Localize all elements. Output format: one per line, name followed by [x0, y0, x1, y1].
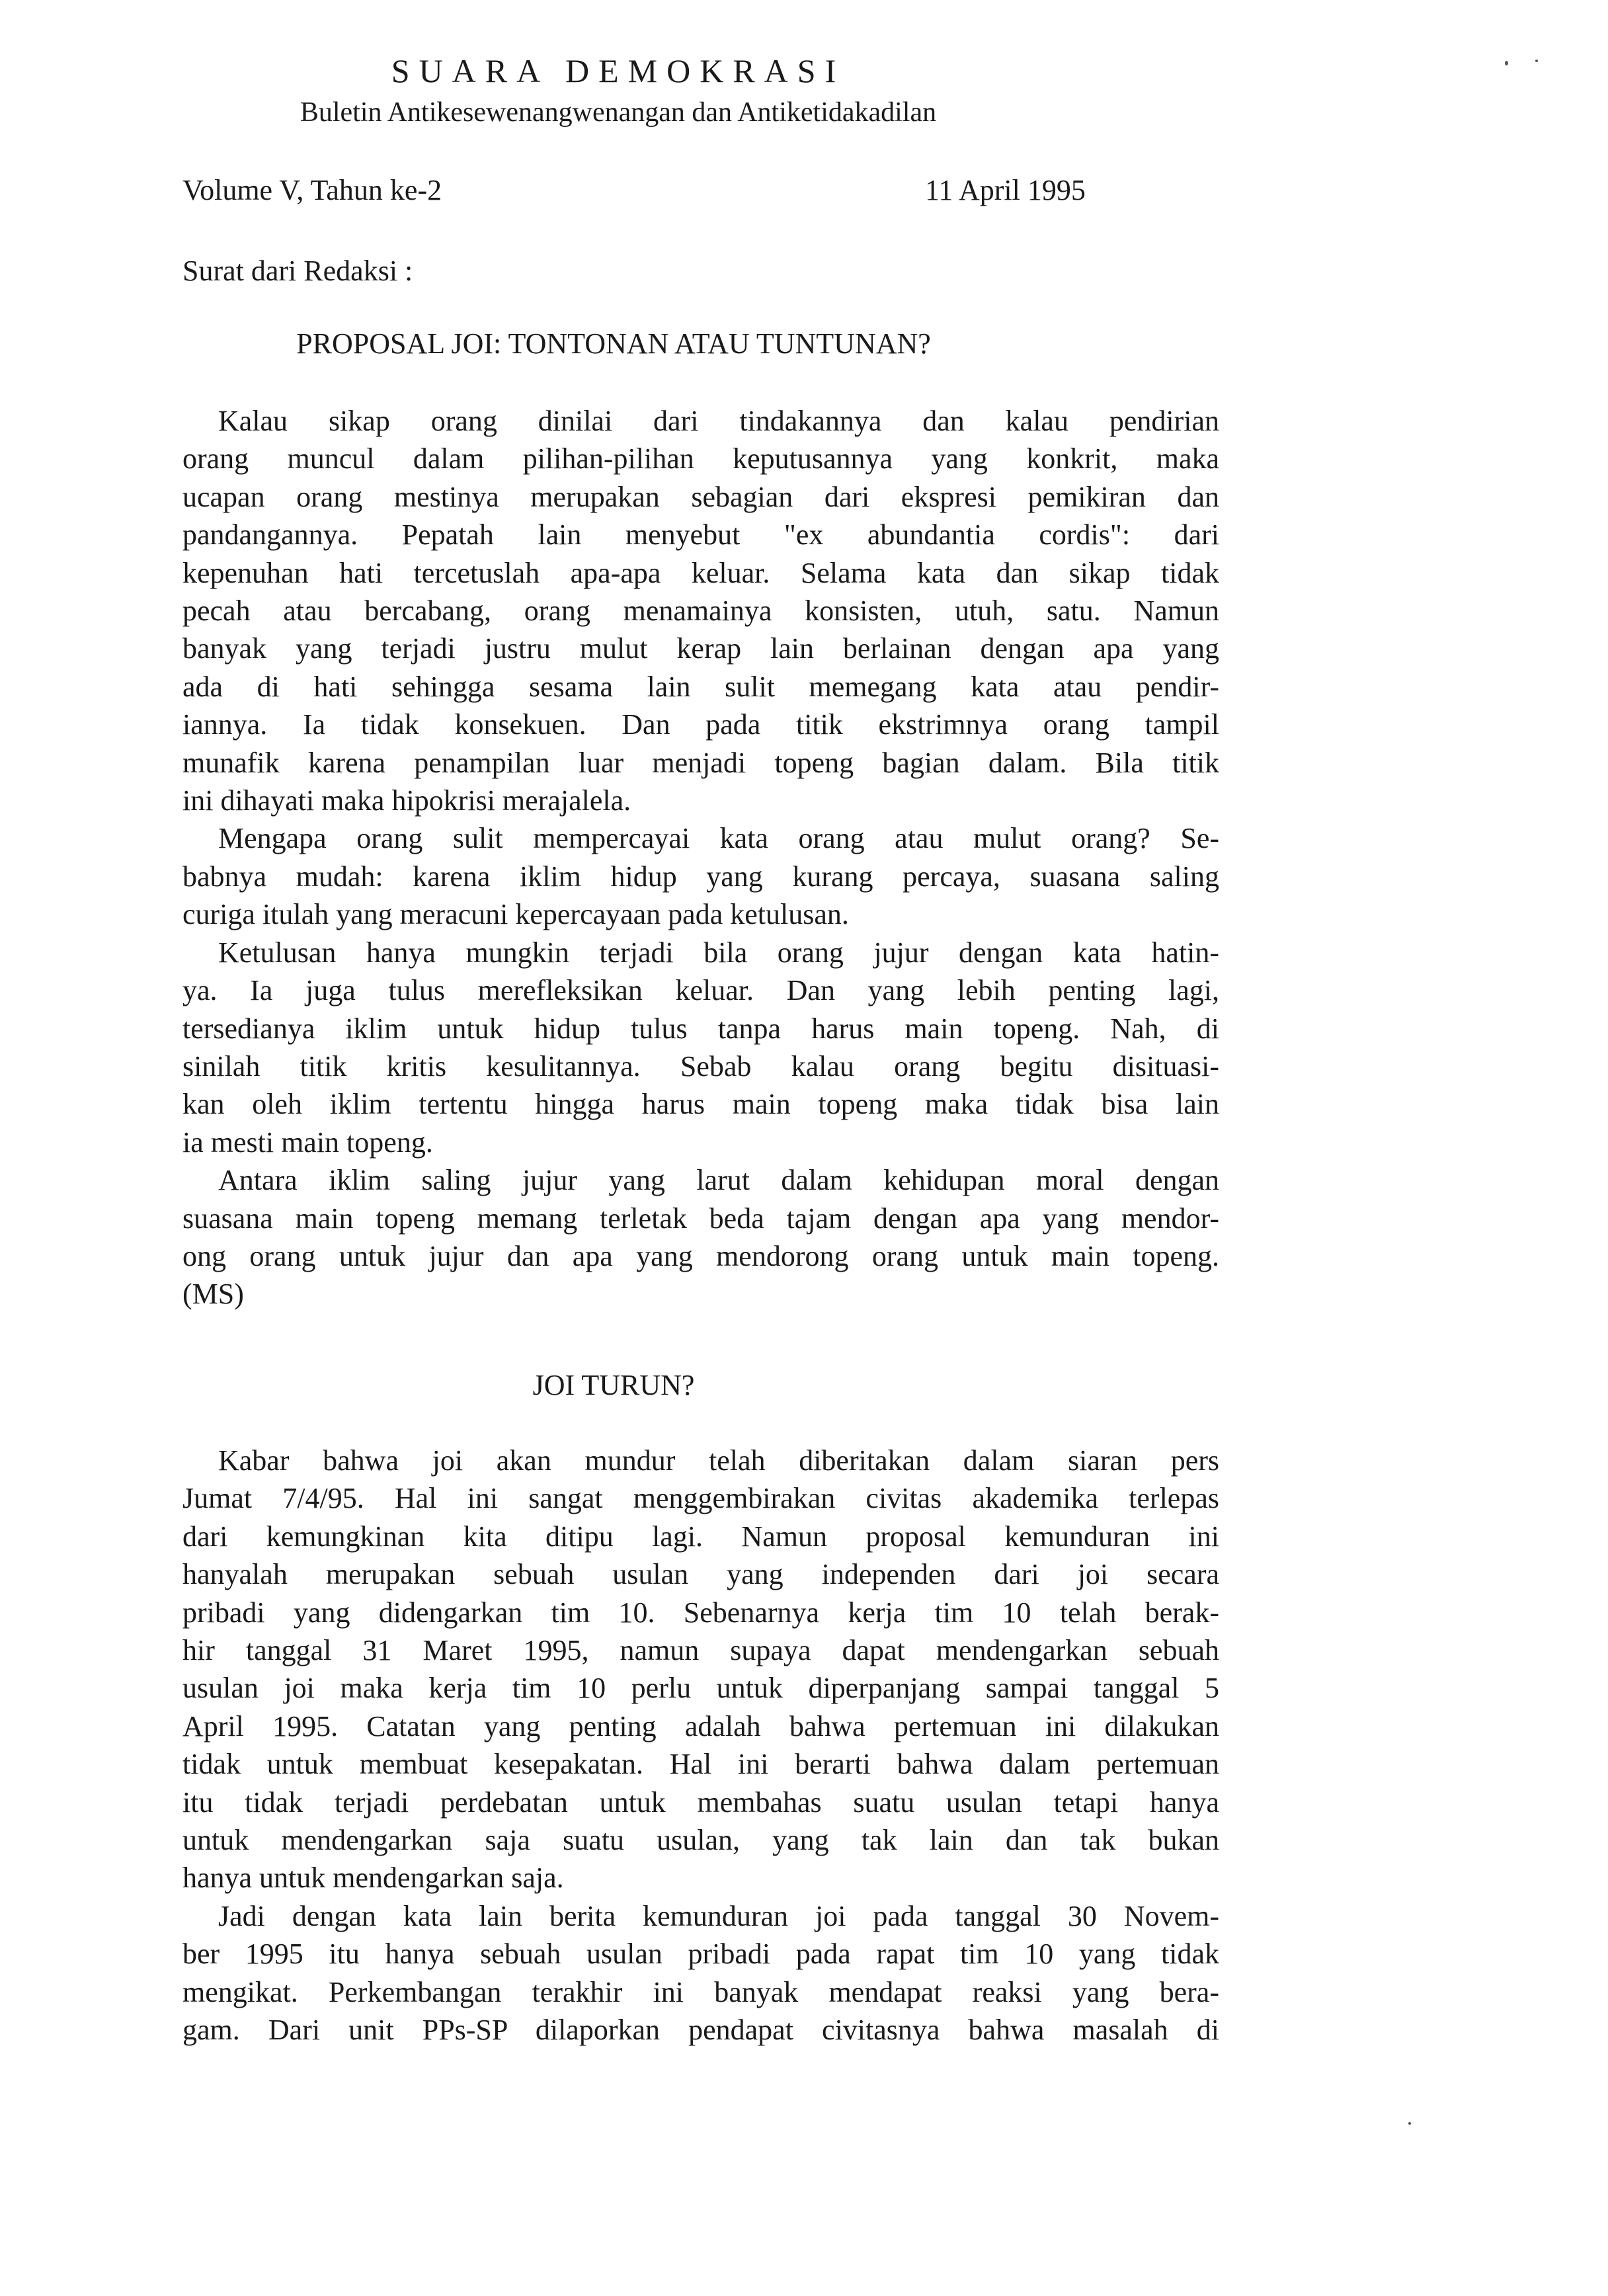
- text-line: Kabar bahwa joi akan mundur telah diberitakan dalam siaran pers: [218, 1444, 1219, 1477]
- issue-date: 11 April 1995: [925, 174, 1086, 206]
- text-line: untuk mendengarkan saja suatu usulan, yang tak lain dan tak bukan: [182, 1824, 1219, 1857]
- text-line: ucapan orang mestinya merupakan sebagian dari ekspresi pemikiran dan: [182, 480, 1219, 513]
- scan-speck: [1505, 61, 1508, 65]
- text-line: curiga itulah yang meracuni kepercayaan pada ketulusan.: [182, 898, 849, 931]
- text-line: iannya. Ia tidak konsekuen. Dan pada titik ekstrimnya orang tampil: [182, 708, 1219, 741]
- text-line: (MS): [182, 1278, 244, 1311]
- text-line: kepenuhan hati tercetuslah apa-apa keluar. Selama kata dan sikap tidak: [182, 556, 1219, 589]
- text-line: babnya mudah: karena iklim hidup yang kurang percaya, suasana saling: [182, 860, 1219, 893]
- text-line: sinilah titik kritis kesulitannya. Sebab kalau orang begitu disituasi-: [182, 1049, 1219, 1083]
- text-line: hir tanggal 31 Maret 1995, namun supaya dapat mendengarkan sebuah: [182, 1634, 1219, 1667]
- text-line: gam. Dari unit PPs-SP dilaporkan pendapat civitasnya bahwa masalah di: [182, 2014, 1219, 2047]
- article-body: [182, 1442, 1219, 2049]
- text-line: ia mesti main topeng.: [182, 1126, 433, 1159]
- text-line: hanyalah merupakan sebuah usulan yang independen dari joi secara: [182, 1558, 1219, 1591]
- article-title: PROPOSAL JOI: TONTONAN ATAU TUNTUNAN?: [296, 327, 931, 360]
- issue-volume: Volume V, Tahun ke-2: [182, 174, 442, 206]
- text-line: dari kemungkinan kita ditipu lagi. Namun proposal kemunduran ini: [182, 1520, 1219, 1553]
- text-line: orang muncul dalam pilihan-pilihan keputusannya yang konkrit, maka: [182, 442, 1219, 475]
- text-line: kan oleh iklim tertentu hingga harus main topeng maka tidak bisa lain: [182, 1088, 1219, 1121]
- article-body: [182, 402, 1219, 1313]
- text-line: ong orang untuk jujur dan apa yang mendorong orang untuk main topeng.: [182, 1239, 1219, 1272]
- text-line: ya. Ia juga tulus merefleksikan keluar. Dan yang lebih penting lagi,: [182, 974, 1219, 1007]
- publication-title: SUARA DEMOKRASI: [391, 52, 846, 89]
- text-line: April 1995. Catatan yang penting adalah bahwa pertemuan ini dilakukan: [182, 1709, 1219, 1742]
- text-line: ini dihayati maka hipokrisi merajalela.: [182, 784, 631, 817]
- text-line: itu tidak terjadi perdebatan untuk membahas suatu usulan tetapi hanya: [182, 1785, 1219, 1819]
- text-line: ada di hati sehingga sesama lain sulit memegang kata atau pendir-: [182, 670, 1219, 703]
- text-line: pribadi yang didengarkan tim 10. Sebenarnya kerja tim 10 telah berak-: [182, 1596, 1219, 1629]
- text-line: Jumat 7/4/95. Hal ini sangat menggembirakan civitas akademika terlepas: [182, 1482, 1219, 1515]
- text-line: ber 1995 itu hanya sebuah usulan pribadi pada rapat tim 10 yang tidak: [182, 1938, 1219, 1971]
- masthead: [0, 49, 1236, 132]
- text-line: Antara iklim saling jujur yang larut dalam kehidupan moral dengan: [218, 1164, 1219, 1197]
- text-line: suasana main topeng memang terletak beda tajam dengan apa yang mendor-: [182, 1202, 1219, 1235]
- text-line: pandangannya. Pepatah lain menyebut "ex abundantia cordis": dari: [182, 518, 1219, 552]
- text-line: Mengapa orang sulit mempercayai kata orang atau mulut orang? Se-: [218, 822, 1219, 855]
- publication-subtitle: Buletin Antikesewenangwenangan dan Antiketidakadilan: [300, 97, 937, 128]
- text-line: munafik karena penampilan luar menjadi topeng bagian dalam. Bila titik: [182, 746, 1219, 779]
- text-line: banyak yang terjadi justru mulut kerap lain berlainan dengan apa yang: [182, 632, 1219, 665]
- text-line: pecah atau bercabang, orang menamainya konsisten, utuh, satu. Namun: [182, 594, 1219, 628]
- text-line: mengikat. Perkembangan terakhir ini banyak mendapat reaksi yang bera-: [182, 1975, 1219, 2008]
- text-line: tidak untuk membuat kesepakatan. Hal ini berarti bahwa dalam pertemuan: [182, 1748, 1219, 1781]
- article-title: JOI TURUN?: [532, 1369, 695, 1401]
- text-line: usulan joi maka kerja tim 10 perlu untuk diperpanjang sampai tanggal 5: [182, 1672, 1219, 1705]
- text-line: tersedianya iklim untuk hidup tulus tanpa harus main topeng. Nah, di: [182, 1012, 1219, 1045]
- text-line: Kalau sikap orang dinilai dari tindakannya dan kalau pendirian: [218, 405, 1219, 437]
- scan-speck: [1408, 2122, 1411, 2125]
- text-line: Ketulusan hanya mungkin terjadi bila orang jujur dengan kata hatin-: [218, 936, 1219, 969]
- text-line: hanya untuk mendengarkan saja.: [182, 1862, 564, 1895]
- text-line: Jadi dengan kata lain berita kemunduran joi pada tanggal 30 Novem-: [218, 1899, 1219, 1932]
- scan-speck: [1535, 60, 1538, 62]
- section-label: Surat dari Redaksi :: [182, 255, 413, 287]
